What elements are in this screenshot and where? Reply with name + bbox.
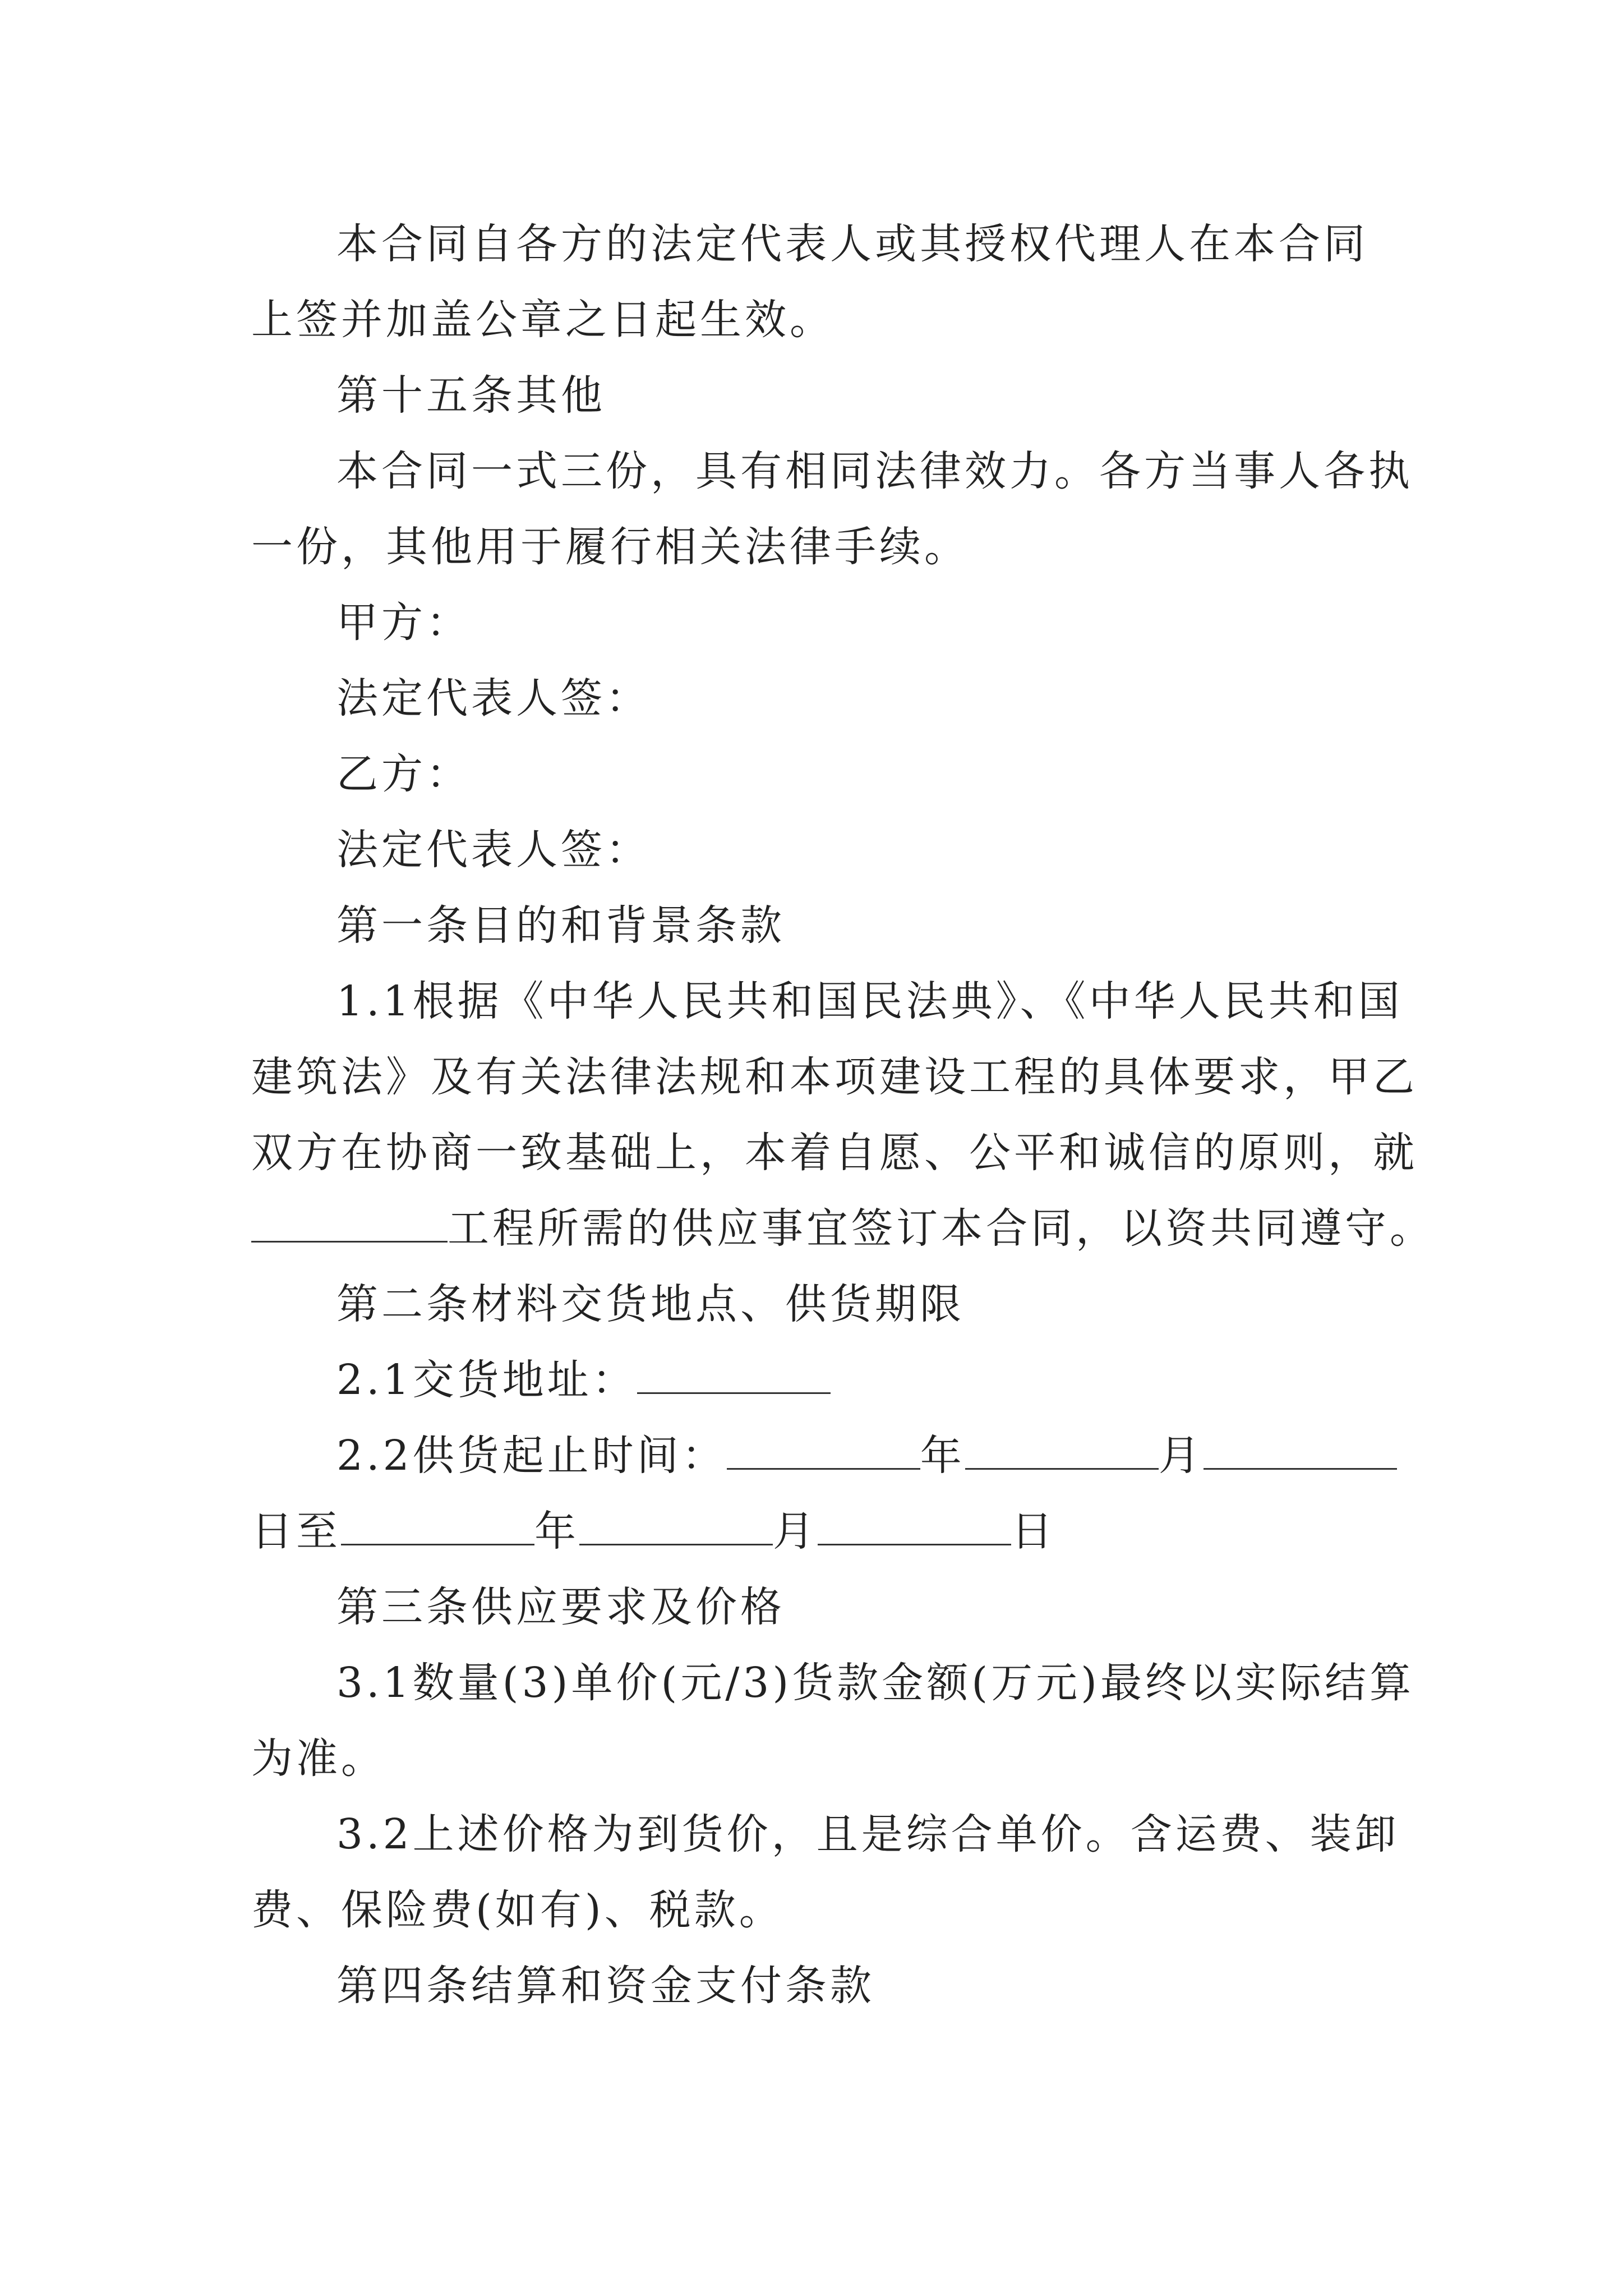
article-heading: 第十五条其他 [336, 371, 606, 420]
paragraph-line: 上签并加盖公章之日起生效。 [251, 296, 834, 344]
start-year-blank[interactable] [727, 1429, 920, 1470]
supply-period-label: 2.2供货起止时间： [336, 1432, 727, 1480]
paragraph-line [336, 1352, 831, 1408]
year-label: 年 [534, 1507, 579, 1556]
paragraph-line [251, 1503, 1056, 1559]
paragraph-line: 本合同一式三份，具有相同法律效力。各方当事人各执 [336, 447, 1413, 495]
party-b-label: 乙方： [336, 750, 471, 798]
delivery-address-label: 2.1交货地址： [336, 1356, 637, 1404]
article-heading: 第一条目的和背景条款 [336, 901, 785, 950]
paragraph-line: 双方在协商一致基础上，本着自愿、公平和诚信的原则，就 [251, 1129, 1418, 1177]
delivery-address-blank[interactable] [637, 1353, 831, 1394]
article-heading: 第四条结算和资金支付条款 [336, 1962, 875, 2010]
end-day-blank[interactable] [818, 1504, 1011, 1545]
day-label: 日 [1011, 1507, 1056, 1556]
month-label: 月 [773, 1507, 818, 1556]
party-a-label: 甲方： [336, 599, 471, 647]
article-heading: 第三条供应要求及价格 [336, 1583, 785, 1631]
paragraph-line [336, 1428, 1397, 1484]
month-label: 月 [1158, 1432, 1204, 1480]
signature-label: 法定代表人签： [336, 826, 651, 874]
paragraph-line: 为准。 [251, 1734, 386, 1783]
end-year-blank[interactable] [341, 1504, 534, 1545]
start-month-blank[interactable] [965, 1429, 1159, 1470]
paragraph-line [251, 1200, 1435, 1257]
paragraph-line: 费、保险费(如有)、税款。 [251, 1886, 784, 1934]
paragraph-line: 3.2上述价格为到货价，且是综合单价。含运费、装卸 [336, 1810, 1400, 1858]
paragraph-line: 1.1根据《中华人民共和国民法典》、《中华人民共和国 [336, 977, 1403, 1025]
year-label: 年 [920, 1432, 965, 1480]
paragraph-line: 建筑法》及有关法律法规和本项建设工程的具体要求，甲乙 [251, 1053, 1418, 1101]
paragraph-text: 工程所需的供应事宜签订本合同，以资共同遵守。 [448, 1204, 1435, 1253]
paragraph-line: 3.1数量(3)单价(元/3)货款金额(万元)最终以实际结算 [336, 1659, 1414, 1707]
end-month-blank[interactable] [579, 1504, 773, 1545]
paragraph-line: 本合同自各方的法定代表人或其授权代理人在本合同 [336, 220, 1368, 268]
signature-label: 法定代表人签： [336, 674, 651, 723]
fill-in-blank[interactable] [251, 1202, 448, 1243]
day-to-label: 日至 [251, 1507, 341, 1556]
paragraph-line: 一份，其他用于履行相关法律手续。 [251, 523, 969, 571]
start-day-blank[interactable] [1204, 1429, 1397, 1470]
article-heading: 第二条材料交货地点、供货期限 [336, 1280, 965, 1328]
